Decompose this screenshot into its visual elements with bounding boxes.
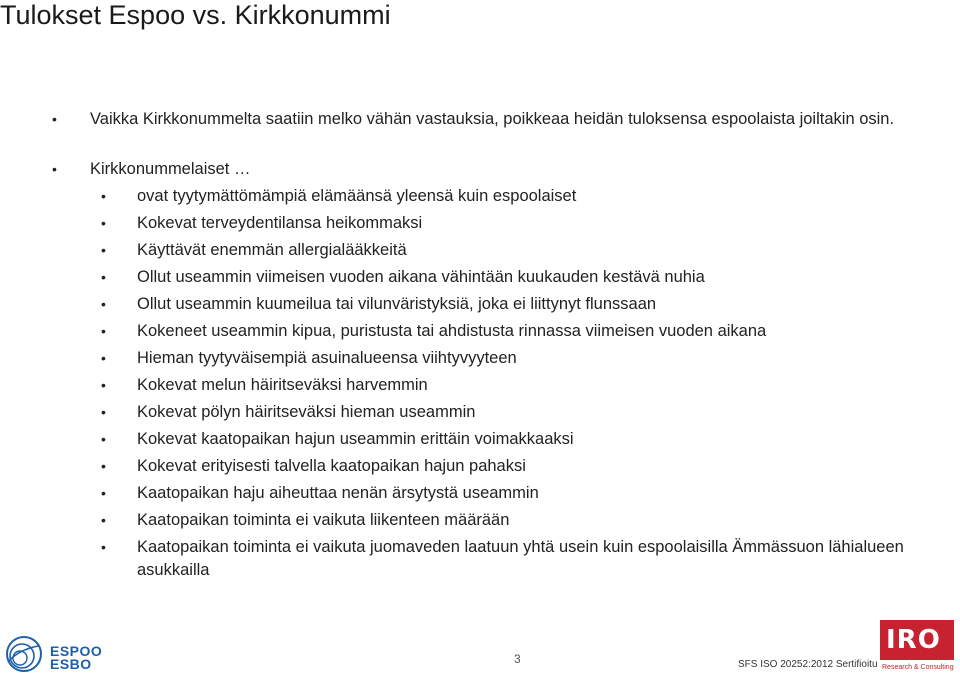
sub-bullet-item (101, 509, 927, 532)
bullet-text: Kaatopaikan toiminta ei vaikuta liikenteen määrään (137, 511, 510, 529)
bullet-text: Ollut useammin viimeisen vuoden aikana vähintään kuukauden kestävä nuhia (137, 268, 705, 286)
bullet-text: Kaatopaikan haju aiheuttaa nenän ärsytystä useammin (137, 484, 539, 502)
sub-bullet-item (101, 185, 927, 208)
espoo-line1: ESPOO (50, 643, 103, 659)
bullet-text: Kokevat terveydentilansa heikommaksi (137, 214, 423, 232)
sub-bullet-item (101, 347, 927, 370)
iro-logo (880, 620, 954, 676)
sub-bullet-item (101, 374, 927, 397)
bullet-dot: • (52, 161, 57, 177)
bullet-text: Kokevat pölyn häiritseväksi hieman useammin (137, 403, 476, 421)
sub-bullet-item (101, 536, 927, 582)
bullet-dot: • (101, 485, 106, 501)
bullet-text: Käyttävät enemmän allergialääkkeitä (137, 241, 407, 259)
espoo-wordmark (50, 645, 102, 671)
bullet-dot: • (101, 404, 106, 420)
bullet-text: Ollut useammin kuumeilua tai vilunväristyksiä, joka ei liittynyt flunssaan (137, 295, 657, 313)
bullet-text: ovat tyytymättömämpiä elämäänsä yleensä kuin espoolaiset (137, 187, 577, 205)
bullet-dot: • (101, 323, 106, 339)
bullet-text: Kokeneet useammin kipua, puristusta tai ahdistusta rinnassa viimeisen vuoden aikana (137, 322, 767, 340)
bullet-dot: • (101, 431, 106, 447)
bullet-dot: • (52, 111, 57, 127)
sub-bullet-item (101, 482, 927, 505)
bullet-dot: • (101, 215, 106, 231)
sub-bullet-item (101, 401, 927, 424)
bullet-dot: • (101, 539, 106, 555)
bullet-dot: • (101, 242, 106, 258)
page-number: 3 (514, 652, 521, 666)
sub-bullet-item (101, 455, 927, 478)
bullet-text: Kokevat erityisesti talvella kaatopaikan hajun pahaksi (137, 457, 526, 475)
iro-logo-box (880, 620, 954, 660)
iro-logo-text: IRO (886, 625, 941, 655)
espoo-line2: ESBO (50, 656, 92, 672)
bullet-text: Kaatopaikan toiminta ei vaikuta juomaveden laatuun yhtä usein kuin espoolaisilla Ämmässuon lähialueen asukkailla (137, 538, 904, 579)
certification-text: SFS ISO 20252:2012 Sertifioitu (738, 659, 878, 670)
bullet-text: Vaikka Kirkkonummelta saatiin melko vähän vastauksia, poikkeaa heidän tuloksensa espoolaista joiltakin osin. (90, 110, 895, 128)
bullet-dot: • (101, 512, 106, 528)
iro-tagline: Research & Consulting (882, 664, 954, 671)
bullet-dot: • (101, 377, 106, 393)
bullet-text: Kirkkonummelaiset … (90, 160, 251, 178)
sub-bullet-item (101, 293, 927, 316)
bullet-text: Kokevat melun häiritseväksi harvemmin (137, 376, 428, 394)
sub-bullet-item (101, 320, 927, 343)
sub-bullet-item (101, 266, 927, 289)
sub-bullet-item (101, 212, 927, 235)
bullet-item (52, 108, 910, 131)
sub-bullet-item (101, 239, 927, 262)
bullet-dot: • (101, 296, 106, 312)
bullet-dot: • (101, 458, 106, 474)
bullet-text: Kokevat kaatopaikan hajun useammin erittäin voimakkaaksi (137, 430, 574, 448)
sub-bullet-item (101, 428, 927, 451)
bullet-text: Hieman tyytyväisempiä asuinalueensa viihtyvyyteen (137, 349, 517, 367)
bullet-item (52, 158, 910, 181)
bullet-dot: • (101, 188, 106, 204)
slide-title: Tulokset Espoo vs. Kirkkonummi (0, 0, 391, 30)
bullet-dot: • (101, 350, 106, 366)
bullet-dot: • (101, 269, 106, 285)
